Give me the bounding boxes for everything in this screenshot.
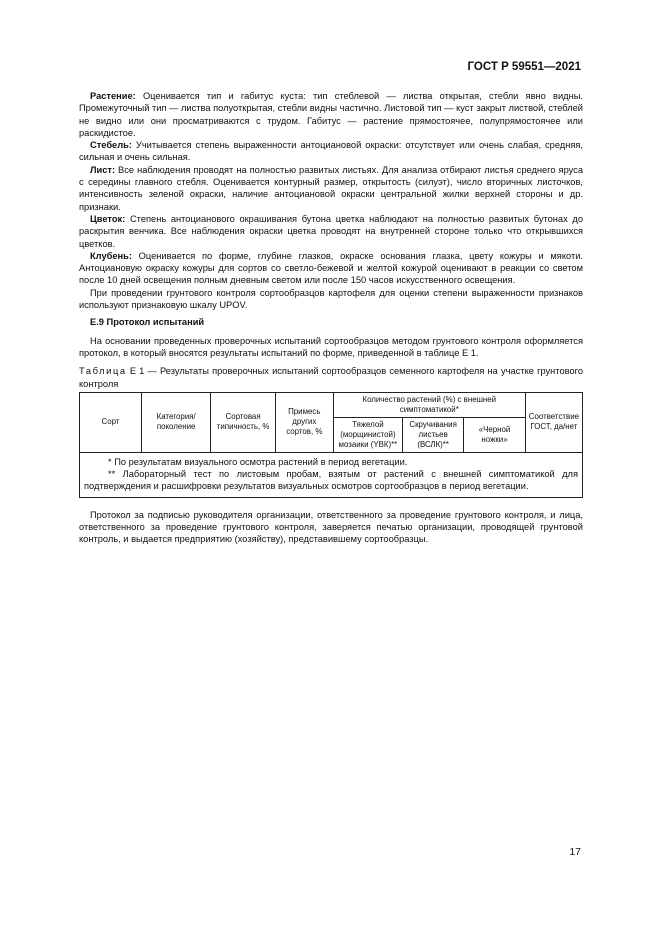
term-plant: Растение: (90, 91, 136, 101)
col-admixture: Примесь других сортов, % (275, 392, 333, 452)
term-flower: Цветок: (90, 213, 126, 224)
paragraph-leaf (79, 164, 583, 213)
term-tuber: Клубень: (90, 250, 132, 261)
table-caption-label: Таблица (79, 366, 127, 377)
section-intro: На основании проведенных проверочных испытаний сортообразцов методом грунтового контроля оформляется протокол, в который вносятся результаты испытаний по форме, приведенной в таблице Е 1. (79, 335, 583, 358)
col-compliance: Соответствие ГОСТ, да/нет (525, 392, 582, 452)
term-stem: Стебель: (90, 140, 132, 151)
col-blackleg: «Черной ножки» (464, 417, 526, 452)
paragraph-tuber (79, 250, 583, 287)
text-leaf: Все наблюдения проводят на полностью развитых листьях. Для анализа отбирают листья среднего яруса с середины главного стебля. Оценивается контурный размер, открытость (силуэт), число вторичных листочков, интенсивность зеленой окраски, наличие антоциановой окраски центральной жилки верхней стороны и др. признаки. (79, 164, 583, 212)
page-number: 17 (569, 846, 581, 858)
table-note-1: * По результатам визуального осмотра растений в период вегетации. (108, 456, 408, 467)
paragraph-stem (79, 139, 583, 164)
results-table (79, 392, 583, 498)
paragraph-flower (79, 213, 583, 250)
closing-paragraph: Протокол за подписью руководителя организации, ответственного за проведение грунтового контроля, и лица, ответственного за проведение грунтового контроля, заверяется печатью организации, проводящей грунтовой контроль, и выдается предприятию (хозяйству), представившему сортообразцы. (79, 509, 583, 545)
table-note-2: ** Лабораторный тест по листовым пробам, взятым от растений с внешней симптоматикой для подтверждения и расшифровки результатов визуальных осмотров сортообразцов в период вегетации. (84, 469, 578, 492)
col-variety: Сорт (80, 392, 142, 452)
term-leaf: Лист: (90, 164, 116, 175)
col-mosaic: Тяжелой (морщинистой) мозаики (YВК)** (333, 417, 402, 452)
col-typicality: Сортовая типичность, % (211, 392, 275, 452)
paragraph-upov: При проведении грунтового контроля сортообразцов картофеля для оценки степени выраженности признаков используют признаковую шкалу UPOV. (79, 287, 583, 311)
section-title: Е.9 Протокол испытаний (90, 317, 205, 328)
col-category: Категория/ поколение (141, 392, 210, 452)
table-notes-row (80, 452, 583, 497)
document-body (79, 90, 583, 546)
standard-code: ГОСТ Р 59551—2021 (467, 61, 581, 73)
text-tuber: Оценивается по форме, глубине глазков, окраске основания глазка, цвету кожуры и мякоти. Антоциановую окраску кожуры для сортов со светло-бежевой и желтой кожурой оценивают в реакции со светом после 10 дней освещения полным дневным светом или после 150 часов искусственного освещения. (79, 250, 583, 286)
paragraph-plant (79, 90, 583, 139)
text-plant: Оценивается тип и габитус куста: тип стеблевой — листва открытая, стебли явно видны. Промежуточный тип — листва полуоткрытая, стебли видны частично. Листовой тип — куст закрыт листвой, стеблей не видно или они просматриваются с трудом. Габитус — растение прямостоячее, полупрямостоячее или раскидистое. (79, 91, 583, 138)
table-caption-text: Е 1 — Результаты проверочных испытаний сортообразцов семенного картофеля на участке грунтового контроля (79, 366, 583, 389)
table-caption (79, 365, 583, 390)
col-external-symptoms: Количество растений (%) с внешней симптоматикой* (333, 392, 525, 417)
table-notes (80, 452, 583, 497)
col-leafroll: Скручивания листьев (ВСЛК)** (403, 417, 464, 452)
text-stem: Учитывается степень выраженности антоциановой окраски: отсутствует или очень слабая, средняя, сильная и очень сильная. (79, 140, 583, 163)
text-flower: Степень антоцианового окрашивания бутона цветка наблюдают на полностью развитых бутонах до раскрытия венчика. Все наблюдения окраски цветка проводят на внутренней стороне только что открывшихся цветков. (79, 213, 583, 249)
table-header-row (80, 392, 583, 417)
